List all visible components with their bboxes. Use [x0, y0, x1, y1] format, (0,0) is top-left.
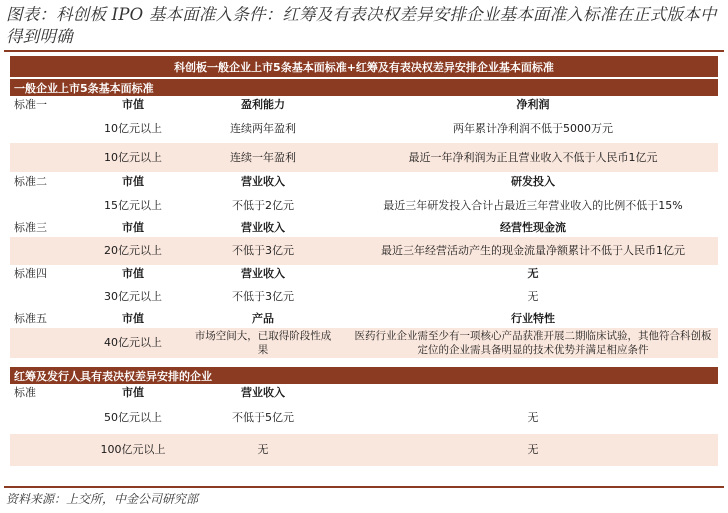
std5-col-industry: 行业特性 [511, 312, 555, 325]
std2-label: 标准二 [14, 175, 47, 188]
std4-market-cap: 30亿元以上 [104, 289, 162, 303]
std5-col-market-cap: 市值 [122, 312, 144, 325]
std1-row-1 [10, 114, 718, 143]
std3-row [10, 237, 718, 265]
std2-revenue: 不低于2亿元 [232, 198, 294, 212]
std3-col-market-cap: 市值 [122, 221, 144, 234]
std4-row [10, 283, 718, 310]
figure-title: 图表：科创板 IPO 基本面准入条件：红筹及有表决权差异安排企业基本面准入标准在正式版本中得到明确 [6, 5, 717, 46]
std5-industry: 医药行业企业需至少有一项核心产品获准开展二期临床试验，其他符合科创板定位的企业需具备明显的技术优势并满足相应条件 [354, 330, 712, 356]
redchip-r2-market-cap: 100亿元以上 [100, 443, 166, 456]
std5-col-product: 产品 [252, 312, 274, 325]
std5-product: 市场空间大，已取得阶段性成果 [194, 330, 332, 356]
std3-revenue: 不低于3亿元 [232, 244, 294, 257]
std5-label: 标准五 [14, 312, 47, 325]
std4-col-market-cap: 市值 [122, 267, 144, 280]
std3-cashflow: 最近三年经营活动产生的现金流量净额累计不低于人民币1亿元 [381, 244, 685, 257]
std4-col-revenue: 营业收入 [241, 267, 285, 280]
redchip-r1-revenue: 不低于5亿元 [232, 411, 294, 424]
table-banner: 科创板一般企业上市5条基本面标准+红筹及有表决权差异安排企业基本面标准 [10, 56, 718, 77]
std2-header-row [10, 172, 718, 192]
section-general-title: 一般企业上市5条基本面标准 [10, 79, 718, 96]
std3-market-cap: 20亿元以上 [104, 244, 162, 257]
redchip-row-2 [10, 434, 718, 466]
std5-row [10, 328, 718, 358]
redchip-r2-revenue: 无 [257, 443, 269, 456]
std1-col-market-cap: 市值 [122, 98, 144, 111]
std2-row [10, 192, 718, 219]
std1-r1-profitability: 连续两年盈利 [230, 121, 296, 135]
std1-r2-profitability: 连续一年盈利 [230, 150, 296, 164]
std2-col-rd: 研发投入 [511, 175, 555, 188]
std3-header-row [10, 219, 718, 237]
std4-other: 无 [527, 289, 539, 303]
redchip-header-row [10, 384, 718, 402]
redchip-r1-other: 无 [527, 411, 539, 424]
redchip-col-standard: 标准 [14, 386, 36, 399]
std1-col-net-profit: 净利润 [516, 98, 550, 111]
std3-label: 标准三 [14, 221, 47, 234]
std5-header-row [10, 310, 718, 328]
std2-rd: 最近三年研发投入合计占最近三年营业收入的比例不低于15% [383, 198, 683, 212]
source-note: 资料来源：上交所，中金公司研究部 [6, 492, 199, 506]
redchip-col-revenue: 营业收入 [241, 386, 285, 399]
std4-label: 标准四 [14, 267, 47, 280]
bottom-rule [4, 486, 724, 488]
std4-header-row [10, 265, 718, 283]
std1-r2-market-cap: 10亿元以上 [104, 150, 162, 164]
std1-r1-net-profit: 两年累计净利润不低于5000万元 [453, 121, 613, 135]
std2-market-cap: 15亿元以上 [104, 198, 162, 212]
std5-market-cap: 40亿元以上 [104, 336, 162, 349]
redchip-row-1 [10, 402, 718, 434]
top-rule [4, 50, 724, 52]
std1-header-row [10, 96, 718, 114]
std3-col-revenue: 营业收入 [241, 221, 285, 234]
std1-label: 标准一 [14, 98, 47, 111]
std4-col-none: 无 [527, 267, 539, 280]
std3-col-cashflow: 经营性现金流 [500, 221, 566, 234]
std1-r1-market-cap: 10亿元以上 [104, 121, 162, 135]
section-redchip-title: 红筹及发行人具有表决权差异安排的企业 [10, 367, 718, 384]
std2-col-market-cap: 市值 [122, 175, 144, 188]
std1-row-2 [10, 143, 718, 172]
std2-col-revenue: 营业收入 [241, 175, 285, 188]
std4-revenue: 不低于3亿元 [232, 289, 294, 303]
std1-col-profitability: 盈利能力 [241, 98, 285, 111]
redchip-col-blank [348, 384, 718, 402]
redchip-col-market-cap: 市值 [122, 386, 144, 399]
std1-r2-net-profit: 最近一年净利润为正且营业收入不低于人民币1亿元 [408, 150, 658, 164]
redchip-r1-market-cap: 50亿元以上 [104, 411, 162, 424]
redchip-r2-other: 无 [527, 443, 539, 456]
